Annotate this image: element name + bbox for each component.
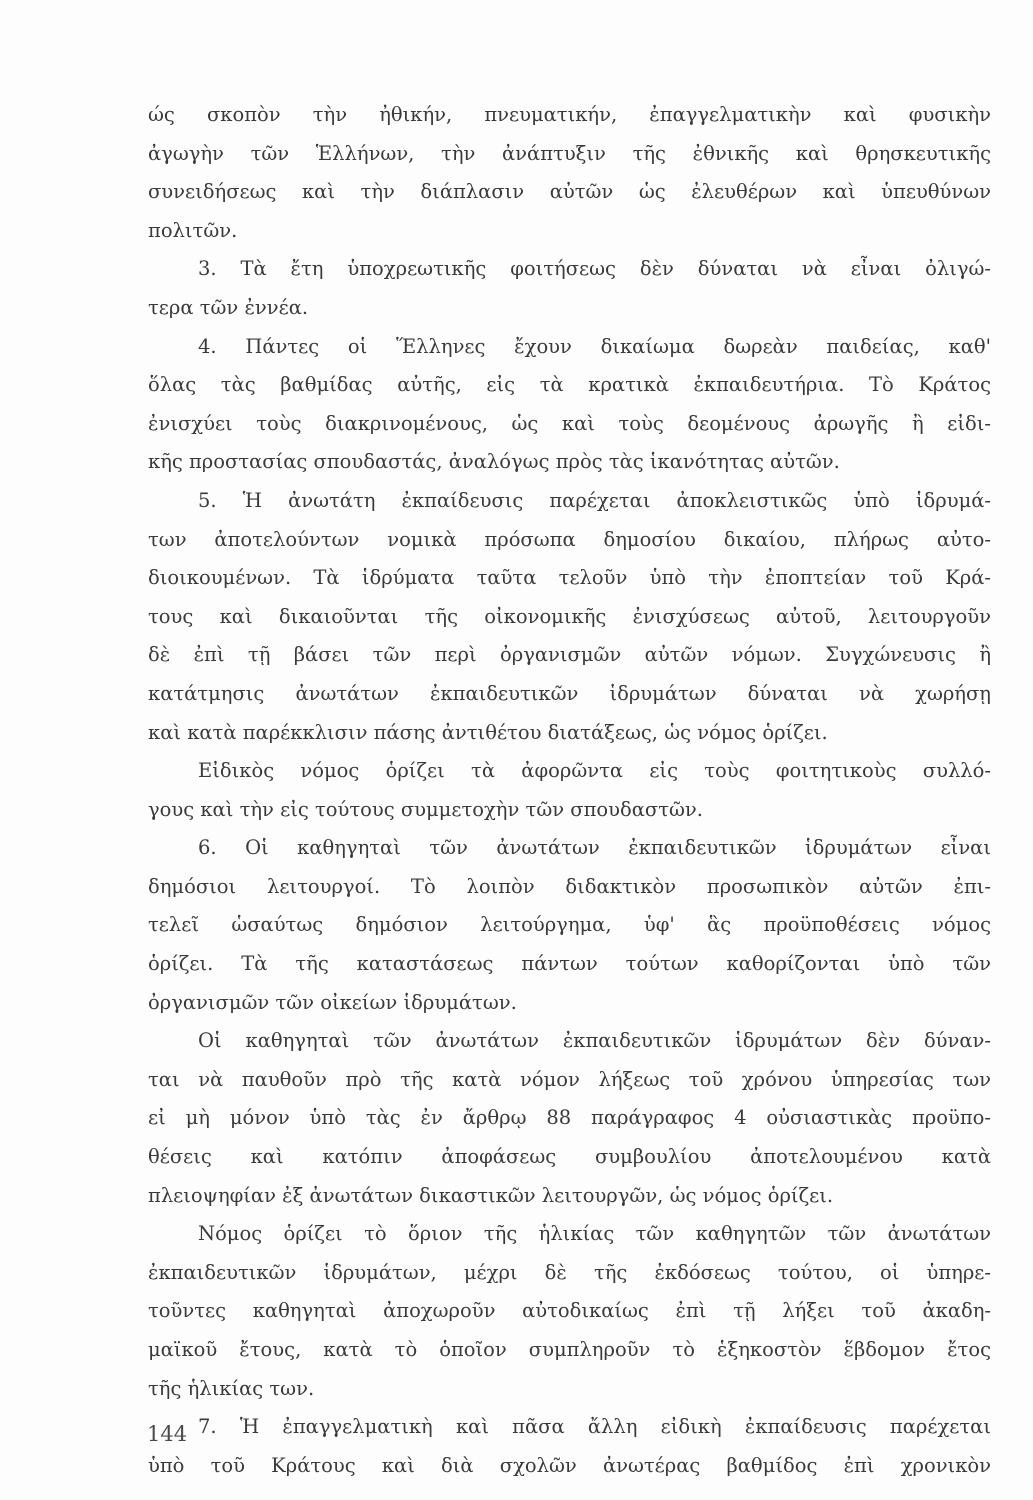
text-line: ὅλας τὰς βαθμίδας αὐτῆς, εἰς τὰ κρατικὰ ἐκπαιδευτήρια. Τὸ Κράτος <box>148 373 991 397</box>
text-line: ώς σκοπὸν τὴν ἠθικήν, πνευματικήν, ἐπαγγελματικὴν καὶ φυσικὴν <box>148 103 991 126</box>
page-number: 144 <box>147 1422 188 1446</box>
text-line: δὲ ἐπὶ τῇ βάσει τῶν περὶ ὀργανισμῶν αὐτῶν νόμων. Συγχώνευσις ἢ <box>148 643 991 667</box>
text-line: τελεῖ ὡσαύτως δημόσιον λειτούργημα, ὑφ' ἃς προϋποθέσεις νόμος <box>148 913 991 937</box>
text-line: εἰ μὴ μόνον ὑπὸ τὰς ἐν ἄρθρῳ 88 παράγραφος 4 οὐσιαστικὰς προϋπο- <box>148 1106 991 1130</box>
text-line: των ἀποτελούντων νομικὰ πρόσωπα δημοσίου δικαίου, πλήρως αὐτο- <box>148 527 991 551</box>
text-line: γους καὶ τὴν εἰς τούτους συμμετοχὴν τῶν σπουδαστῶν. <box>148 797 703 821</box>
text-line: 5. Ἡ ἀνωτάτη ἐκπαίδευσις παρέχεται ἀποκλειστικῶς ὑπὸ ἱδρυμά- <box>198 488 991 512</box>
text-line: μαϊκοῦ ἔτους, κατὰ τὸ ὁποῖον συμπληροῦν τὸ ἑξηκοστὸν ἕβδομον ἔτος <box>148 1338 991 1361</box>
text-line: 7. Ἡ ἐπαγγελματικὴ καὶ πᾶσα ἄλλη εἰδικὴ ἐκπαίδευσις παρέχεται <box>198 1415 991 1439</box>
text-line: τους καὶ δικαιοῦνται τῆς οἰκονομικῆς ἐνισχύσεως αὐτοῦ, λειτουργοῦν <box>148 604 991 628</box>
text-line: πολιτῶν. <box>148 218 238 242</box>
text-line: συνειδήσεως καὶ τὴν διάπλασιν αὐτῶν ὡς ἐλευθέρων καὶ ὑπευθύνων <box>148 180 991 204</box>
text-line: ται νὰ παυθοῦν πρὸ τῆς κατὰ νόμον λήξεως τοῦ χρόνου ὑπηρεσίας των <box>148 1067 991 1091</box>
text-line: 3. Τὰ ἔτη ὑποχρεωτικῆς φοιτήσεως δὲν δύναται νὰ εἶναι ὀλιγώ- <box>198 257 991 281</box>
text-line: ὀργανισμῶν τῶν οἰκείων ἱδρυμάτων. <box>148 990 517 1014</box>
text-line: Οἱ καθηγηταὶ τῶν ἀνωτάτων ἐκπαιδευτικῶν ἱδρυμάτων δὲν δύναν- <box>198 1029 991 1053</box>
body-text <box>148 96 991 1485</box>
text-line: ὑπὸ τοῦ Κράτους καὶ διὰ σχολῶν ἀνωτέρας βαθμίδος ἐπὶ χρονικὸν <box>148 1453 991 1477</box>
text-line: κατάτμησις ἀνωτάτων ἐκπαιδευτικῶν ἱδρυμάτων δύναται νὰ χωρήσῃ <box>148 681 991 705</box>
text-line: Εἰδικὸς νόμος ὁρίζει τὰ ἀφορῶντα εἰς τοὺς φοιτητικοὺς συλλό- <box>198 759 991 783</box>
text-line: κῆς προστασίας σπουδαστάς, ἀναλόγως πρὸς τὰς ἱκανότητας αὐτῶν. <box>148 450 840 474</box>
text-line: δημόσιοι λειτουργοί. Τὸ λοιπὸν διδακτικὸν προσωπικὸν αὐτῶν ἐπι- <box>148 874 991 898</box>
text-line: τερα τῶν ἐννέα. <box>148 295 309 319</box>
text-line: τῆς ἡλικίας των. <box>148 1376 315 1400</box>
text-line: 6. Οἱ καθηγηταὶ τῶν ἀνωτάτων ἐκπαιδευτικῶν ἱδρυμάτων εἶναι <box>198 836 991 860</box>
text-line: θέσεις καὶ κατόπιν ἀποφάσεως συμβουλίου ἀποτελουμένου κατὰ <box>148 1145 991 1169</box>
text-line: καὶ κατὰ παρέκκλισιν πάσης ἀντιθέτου διατάξεως, ὡς νόμος ὁρίζει. <box>148 720 828 744</box>
text-line: τοῦντες καθηγηταὶ ἀποχωροῦν αὐτοδικαίως ἐπὶ τῇ λήξει τοῦ ἀκαδη- <box>148 1299 991 1323</box>
text-line: Νόμος ὁρίζει τὸ ὅριον τῆς ἡλικίας τῶν καθηγητῶν τῶν ἀνωτάτων <box>198 1222 991 1246</box>
text-line: ὁρίζει. Τὰ τῆς καταστάσεως πάντων τούτων καθορίζονται ὑπὸ τῶν <box>148 952 991 976</box>
text-line: διοικουμένων. Τὰ ἱδρύματα ταῦτα τελοῦν ὑπὸ τὴν ἐποπτείαν τοῦ Κρά- <box>148 566 991 590</box>
text-line: 4. Πάντες οἱ Ἕλληνες ἔχουν δικαίωμα δωρεὰν παιδείας, καθ' <box>198 334 991 358</box>
text-line: ἀγωγὴν τῶν Ἑλλήνων, τὴν ἀνάπτυξιν τῆς ἐθνικῆς καὶ θρησκευτικῆς <box>148 141 991 165</box>
text-line: ἐνισχύει τοὺς διακρινομένους, ὡς καὶ τοὺς δεομένους ἀρωγῆς ἢ εἰδι- <box>148 411 991 435</box>
text-line: πλειοψηφίαν ἐξ ἀνωτάτων δικαστικῶν λειτουργῶν, ὡς νόμος ὁρίζει. <box>148 1183 834 1207</box>
text-line: ἐκπαιδευτικῶν ἱδρυμάτων, μέχρι δὲ τῆς ἐκδόσεως τούτου, οἱ ὑπηρε- <box>148 1260 991 1284</box>
